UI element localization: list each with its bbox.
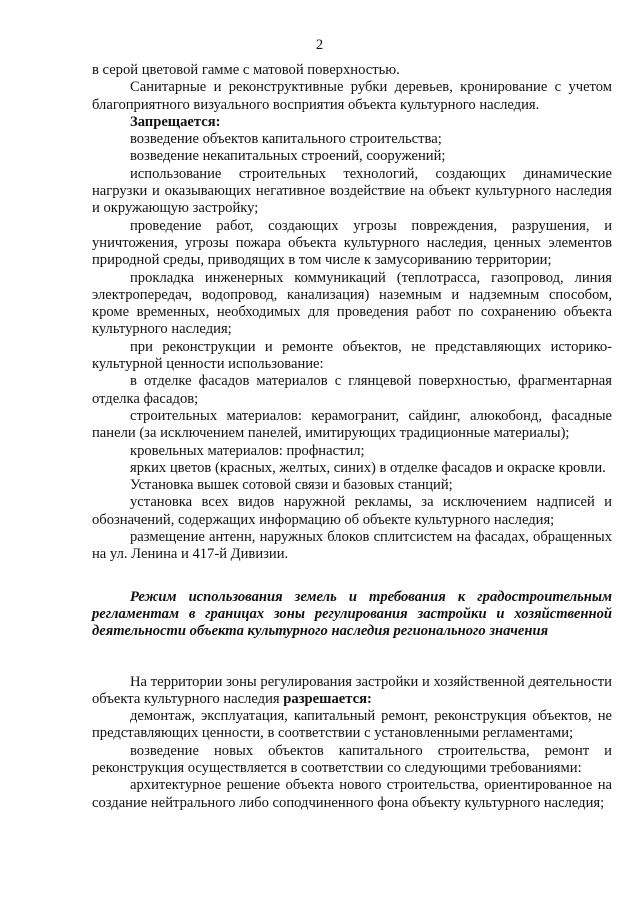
paragraph: кровельных материалов: профнастил; bbox=[130, 442, 365, 459]
paragraph: архитектурное решение объекта нового строительства, ориентированное на создание нейтрального либо соподчиненного фона объекту культурного наследия; bbox=[92, 777, 612, 811]
paragraph: в отделке фасадов материалов с глянцевой поверхностью, фрагментарная отделка фасадов; bbox=[92, 373, 612, 407]
paragraph: возведение объектов капитального строительства; bbox=[130, 131, 442, 148]
paragraph: возведение новых объектов капитального строительства, ремонт и реконструкция осуществляется в соответствии со следующими требованиями: bbox=[92, 742, 612, 776]
section-heading: Режим использования земель и требования к градостроительным регламентам в границах зоны регулирования застройки и хозяйственной деятельности объекта культурного наследия регионального значения bbox=[92, 588, 612, 640]
paragraph: строительных материалов: керамогранит, сайдинг, алюкобонд, фасадные панели (за исключением панелей, имитирующих традиционные материалы); bbox=[92, 407, 612, 442]
paragraph: проведение работ, создающих угрозы повреждения, разрушения, и уничтожения, угрозы пожара объекта культурного наследия, ценных элементов природной среды, приводящих в том числе к замусориванию территории; bbox=[92, 217, 612, 269]
paragraph: при реконструкции и ремонте объектов, не представляющих историко-культурной ценности использование: bbox=[92, 338, 612, 373]
document-body bbox=[92, 62, 612, 812]
page-number: 2 bbox=[315, 37, 324, 53]
section-intro-text: На территории зоны регулирования застройки и хозяйственной деятельности объекта культурного наследия bbox=[92, 673, 612, 707]
paragraph: демонтаж, эксплуатация, капитальный ремонт, реконструкция объектов, не представляющих ценности, в соответствии с установленными регламентами; bbox=[92, 708, 612, 742]
paragraph: Установка вышек сотовой связи и базовых станций; bbox=[130, 477, 453, 494]
section-intro-bold: разрешается: bbox=[283, 690, 372, 707]
paragraph: использование строительных технологий, создающих динамические нагрузки и оказывающих негативное воздействие на объект культурного наследия и окружающую застройку; bbox=[92, 165, 612, 217]
paragraph: возведение некапитальных строений, сооружений; bbox=[130, 148, 446, 165]
paragraph: размещение антенн, наружных блоков сплитсистем на фасадах, обращенных на ул. Ленина и 417-й Дивизии. bbox=[92, 529, 612, 563]
paragraph: прокладка инженерных коммуникаций (теплотрасса, газопровод, линия электропередач, водопровод, канализация) наземным и надземным способом, кроме временных, необходимых для проведения работ по сохранению объекта культурного наследия; bbox=[92, 269, 612, 338]
paragraph: установка всех видов наружной рекламы, за исключением надписей и обозначений, содержащих информацию об объекте культурного наследия; bbox=[92, 494, 612, 528]
section-intro bbox=[92, 674, 612, 709]
paragraph: в серой цветовой гамме с матовой поверхностью. bbox=[92, 62, 400, 78]
prohibited-heading: Запрещается: bbox=[130, 113, 221, 130]
paragraph: Санитарные и реконструктивные рубки деревьев, кронирование с учетом благоприятного визуального восприятия объекта культурного наследия. bbox=[92, 79, 612, 113]
paragraph: ярких цветов (красных, желтых, синих) в отделке фасадов и окраске кровли. bbox=[130, 459, 606, 476]
